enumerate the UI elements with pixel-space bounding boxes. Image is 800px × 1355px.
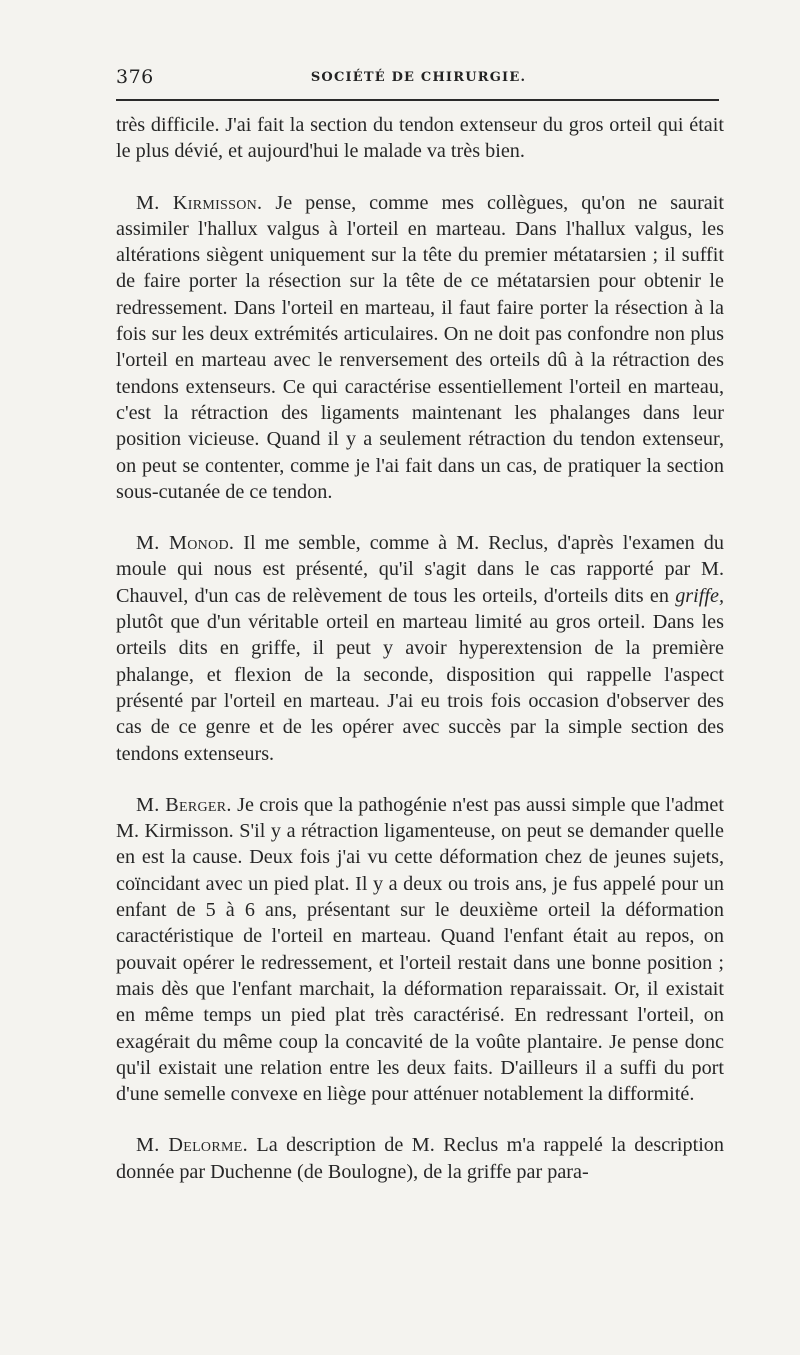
paragraph-text: La description de M. Reclus m'a rappelé la description donnée par Duchenne (de Boulogne), de la griffe par para-: [116, 1134, 724, 1183]
paragraph-delorme: [116, 1132, 724, 1185]
paragraph-text: Je crois que la pathogénie n'est pas aussi simple que l'admet M. Kirmisson. S'il y a rétraction ligamenteuse, on peut se demander quelle en est la cause. Deux fois j'ai vu cette déformation chez de jeunes sujets, coïncidant avec un pied plat. Il y a deux ou trois ans, je fus appelé pour un enfant de 5 à 6 ans, présentant sur le deuxième orteil la déformation caractéristique de l'orteil en marteau. Quand l'enfant était au repos, on pouvait opérer le redressement, et l'orteil restait dans une bonne position ; mais dès que l'enfant marchait, la déformation reparaissait. Or, il existait en même temps un pied plat très caractérisé. En redressant l'orteil, on exagérait du même coup la concavité de la voûte plantaire. Je pense donc qu'il existait une relation entre les deux faits. D'ailleurs il a suffi du port d'une semelle convexe en liège pour atténuer notablement la difformité.: [116, 793, 724, 1106]
paragraph-continuation: [116, 112, 724, 165]
paragraph-berger: [116, 792, 724, 1108]
paragraph-monod: [116, 530, 724, 767]
paragraph-kirmisson: [116, 190, 724, 506]
header-rule: [116, 99, 719, 101]
paragraph-text: très difficile. J'ai fait la section du tendon extenseur du gros orteil qui était le plus dévié, et aujourd'hui le malade va très bien.: [116, 114, 724, 163]
speaker-name: M. Kirmisson.: [136, 191, 263, 214]
body-text: [116, 112, 724, 1185]
paragraph-text: plutôt que d'un véritable orteil en marteau limité au gros orteil. Dans les orteils dits en griffe, il peut y avoir hyperextension de la première phalange, et flexion de la seconde, disposition qui rappelle l'aspect présenté par l'orteil en marteau. J'ai eu trois fois occasion d'observer des cas de ce genre et de les opérer avec succès par la simple section des tendons extenseurs.: [116, 611, 724, 765]
page-header: [116, 66, 721, 96]
paragraph-text: Il me semble, comme à M. Reclus, d'après l'examen du moule qui nous est présenté, qu'il s'agit dans le cas rapporté par M. Chauvel, d'un cas de relèvement de tous les orteils, d'orteils dits en: [116, 532, 724, 607]
page-number: 376: [116, 66, 154, 88]
italic-term: griffe,: [675, 584, 724, 607]
speaker-name: M. Monod.: [136, 532, 235, 555]
speaker-name: M. Delorme.: [136, 1134, 248, 1157]
speaker-name: M. Berger.: [136, 793, 232, 816]
running-title: SOCIÉTÉ DE CHIRURGIE.: [310, 70, 527, 85]
paragraph-text: Je pense, comme mes collègues, qu'on ne saurait assimiler l'hallux valgus à l'orteil en marteau. Dans l'hallux valgus, les altérations siègent uniquement sur la tête du premier métatarsien ; il suffit de faire porter la résection sur la tête de ce métatarsien pour obtenir le redressement. Dans l'orteil en marteau, il faut faire porter la résection à la fois sur les deux extrémités articulaires. On ne doit pas confondre non plus l'orteil en marteau avec le renversement des orteils dû à la rétraction des tendons extenseurs. Ce qui caractérise essentiellement l'orteil en marteau, c'est la rétraction des ligaments maintenant les phalanges dans leur position vicieuse. Quand il y a seulement rétraction du tendon extenseur, on peut se contenter, comme je l'ai fait dans un cas, de pratiquer la section sous-cutanée de ce tendon.: [116, 191, 724, 503]
